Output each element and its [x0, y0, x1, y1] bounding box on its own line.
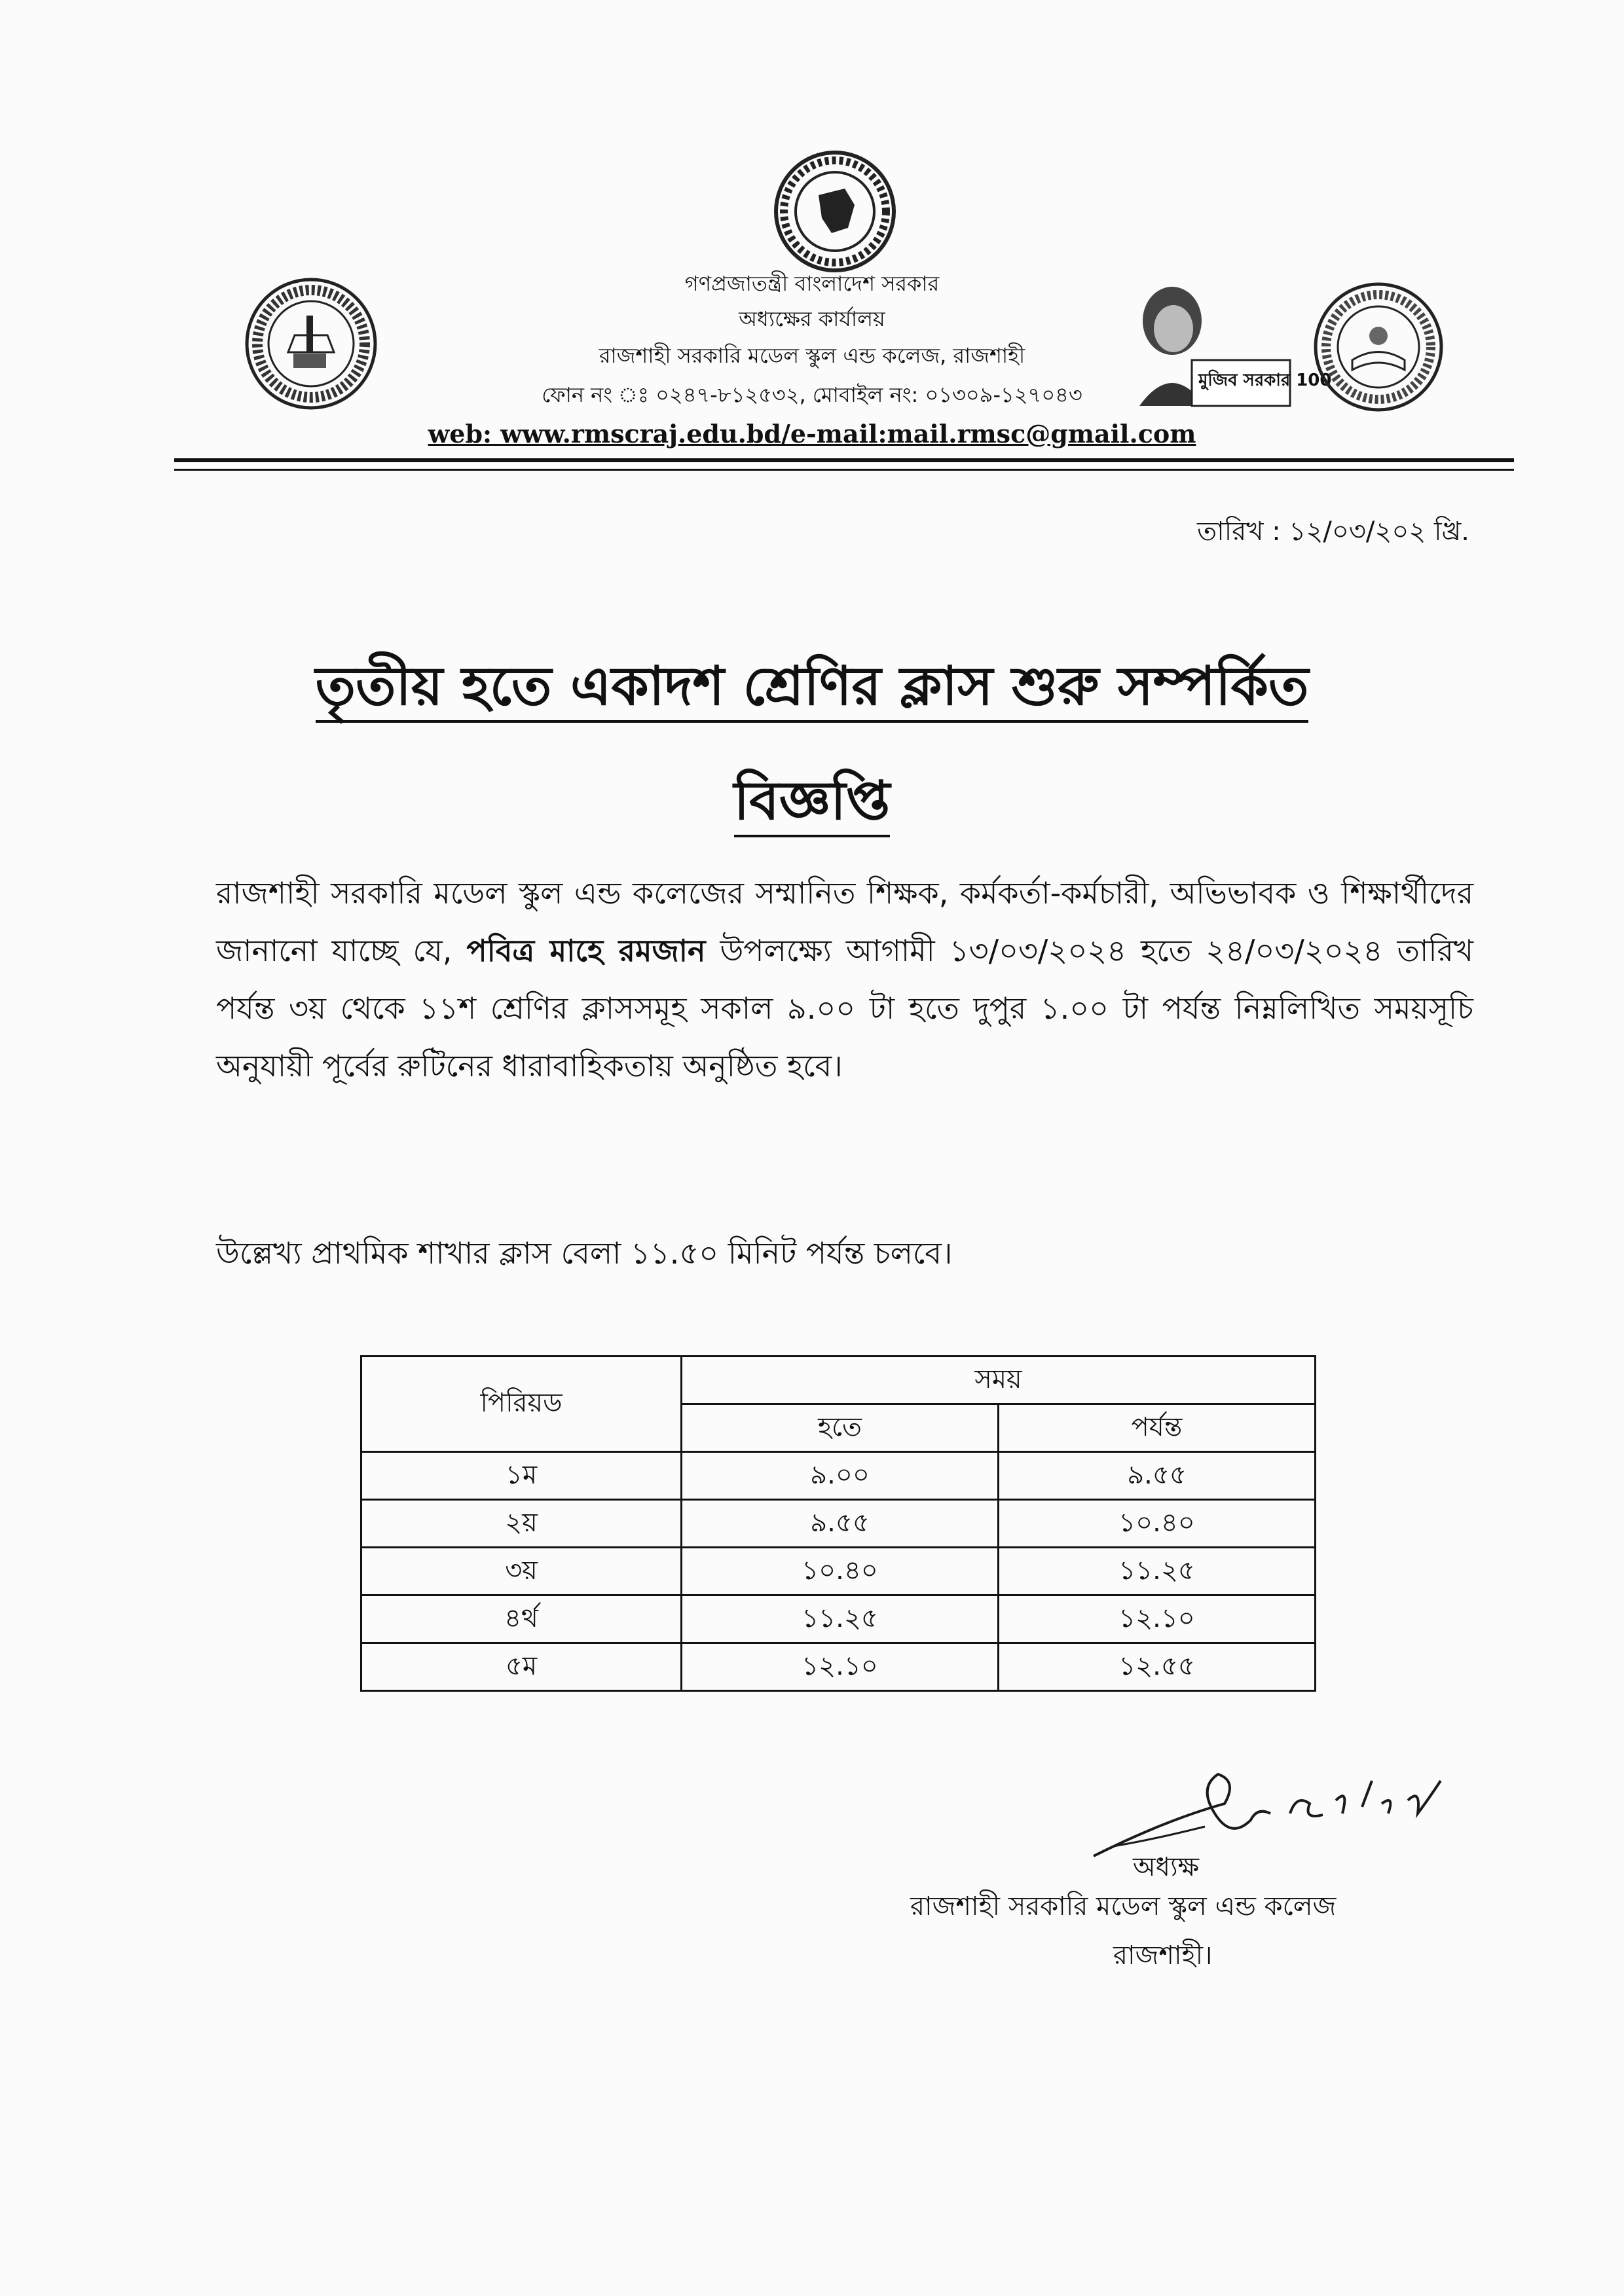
notice-paragraph-2: উল্লেখ্য প্রাথমিক শাখার ক্লাস বেলা ১১.৫০ মিনিট পর্যন্ত চলবে। — [216, 1235, 953, 1271]
col-period-header: পিরিয়ড — [361, 1357, 682, 1452]
signatory-designation: অধ্যক্ষ — [1133, 1852, 1200, 1882]
period-cell: ২য় — [361, 1500, 682, 1548]
to-cell: ১১.২৫ — [999, 1548, 1316, 1595]
from-cell: ১০.৪০ — [682, 1548, 999, 1595]
col-from-header: হতে — [682, 1404, 999, 1452]
p1-text-bold: পবিত্র মাহে রমজান — [466, 933, 706, 968]
notice-paragraph-1 — [216, 864, 1473, 1095]
mujib-badge: মুজিব সরকার 100 — [1198, 371, 1332, 390]
to-cell: ৯.৫৫ — [999, 1452, 1316, 1500]
header-divider-thin — [174, 469, 1514, 471]
from-cell: ১১.২৫ — [682, 1595, 999, 1643]
period-cell: ৩য় — [361, 1548, 682, 1595]
period-cell: ৪র্থ — [361, 1595, 682, 1643]
government-seal-icon — [773, 149, 897, 274]
to-cell: ১২.১০ — [999, 1595, 1316, 1643]
notice-date: তারিখ : ১২/০৩/২০২ খ্রি. — [1197, 517, 1469, 547]
notice-title — [0, 645, 1624, 735]
notice-title-line1: তৃতীয় হতে একাদশ শ্রেণির ক্লাস শুরু সম্পর্কিত — [316, 655, 1309, 723]
signatory-city: রাজশাহী। — [1113, 1941, 1213, 1971]
table-row — [361, 1452, 1316, 1500]
table-row — [361, 1500, 1316, 1548]
header-phone: ফোন নং ঃ ০২৪৭-৮১২৫৩২, মোবাইল নং: ০১৩০৯-১২৭০৪৩ — [542, 382, 1082, 407]
notice-title-line2: বিজ্ঞপ্তি — [734, 770, 890, 837]
to-cell: ১০.৪০ — [999, 1500, 1316, 1548]
p1-text-b: উপলক্ষ্যে আগামী ১৩/০৩/২০২৪ হতে ২৪/০৩/২০২৪ তারিখ পর্যন্ত ৩য় থেকে ১১শ শ্রেণির ক্লাসসমূহ সকাল ৯.০০ টা হতে দুপুর ১.০০ টা পর্যন্ত নিম্নলিখিত সময়সূচি অনুযায়ী পূর্বের রুটিনের ধারাবাহিকতায় অনুষ্ঠিত হবে। — [216, 933, 1473, 1084]
to-cell: ১২.৫৫ — [999, 1643, 1316, 1691]
header-divider-thick — [174, 458, 1514, 462]
header-web — [0, 419, 1624, 448]
table-row — [361, 1643, 1316, 1691]
table-row — [361, 1595, 1316, 1643]
web-email-text[interactable]: web: www.rmscraj.edu.bd/e-mail:mail.rmsc@gmail.com — [428, 419, 1196, 448]
p1-text-a: রাজশাহী সরকারি মডেল স্কুল এন্ড কলেজের সম্মানিত শিক্ষক, কর্মকর্তা-কর্মচারী, অভিভাবক ও শিক্ষার্থীদের জানানো যাচ্ছে যে, — [216, 875, 1473, 968]
header-govt-name: গণপ্রজাতন্ত্রী বাংলাদেশ সরকার — [684, 271, 940, 296]
notice-subtitle — [0, 759, 1624, 849]
header-office: অধ্যক্ষের কার্যালয় — [739, 306, 885, 331]
table-row — [361, 1548, 1316, 1595]
schedule-table — [360, 1355, 1316, 1692]
from-cell: ৯.০০ — [682, 1452, 999, 1500]
col-time-header: সময় — [682, 1357, 1316, 1404]
from-cell: ১২.১০ — [682, 1643, 999, 1691]
from-cell: ৯.৫৫ — [682, 1500, 999, 1548]
period-cell: ১ম — [361, 1452, 682, 1500]
period-cell: ৫ম — [361, 1643, 682, 1691]
col-to-header: পর্যন্ত — [999, 1404, 1316, 1452]
signatory-institution: রাজশাহী সরকারি মডেল স্কুল এন্ড কলেজ — [910, 1891, 1337, 1922]
header-institution: রাজশাহী সরকারি মডেল স্কুল এন্ড কলেজ, রাজশাহী — [599, 343, 1025, 368]
